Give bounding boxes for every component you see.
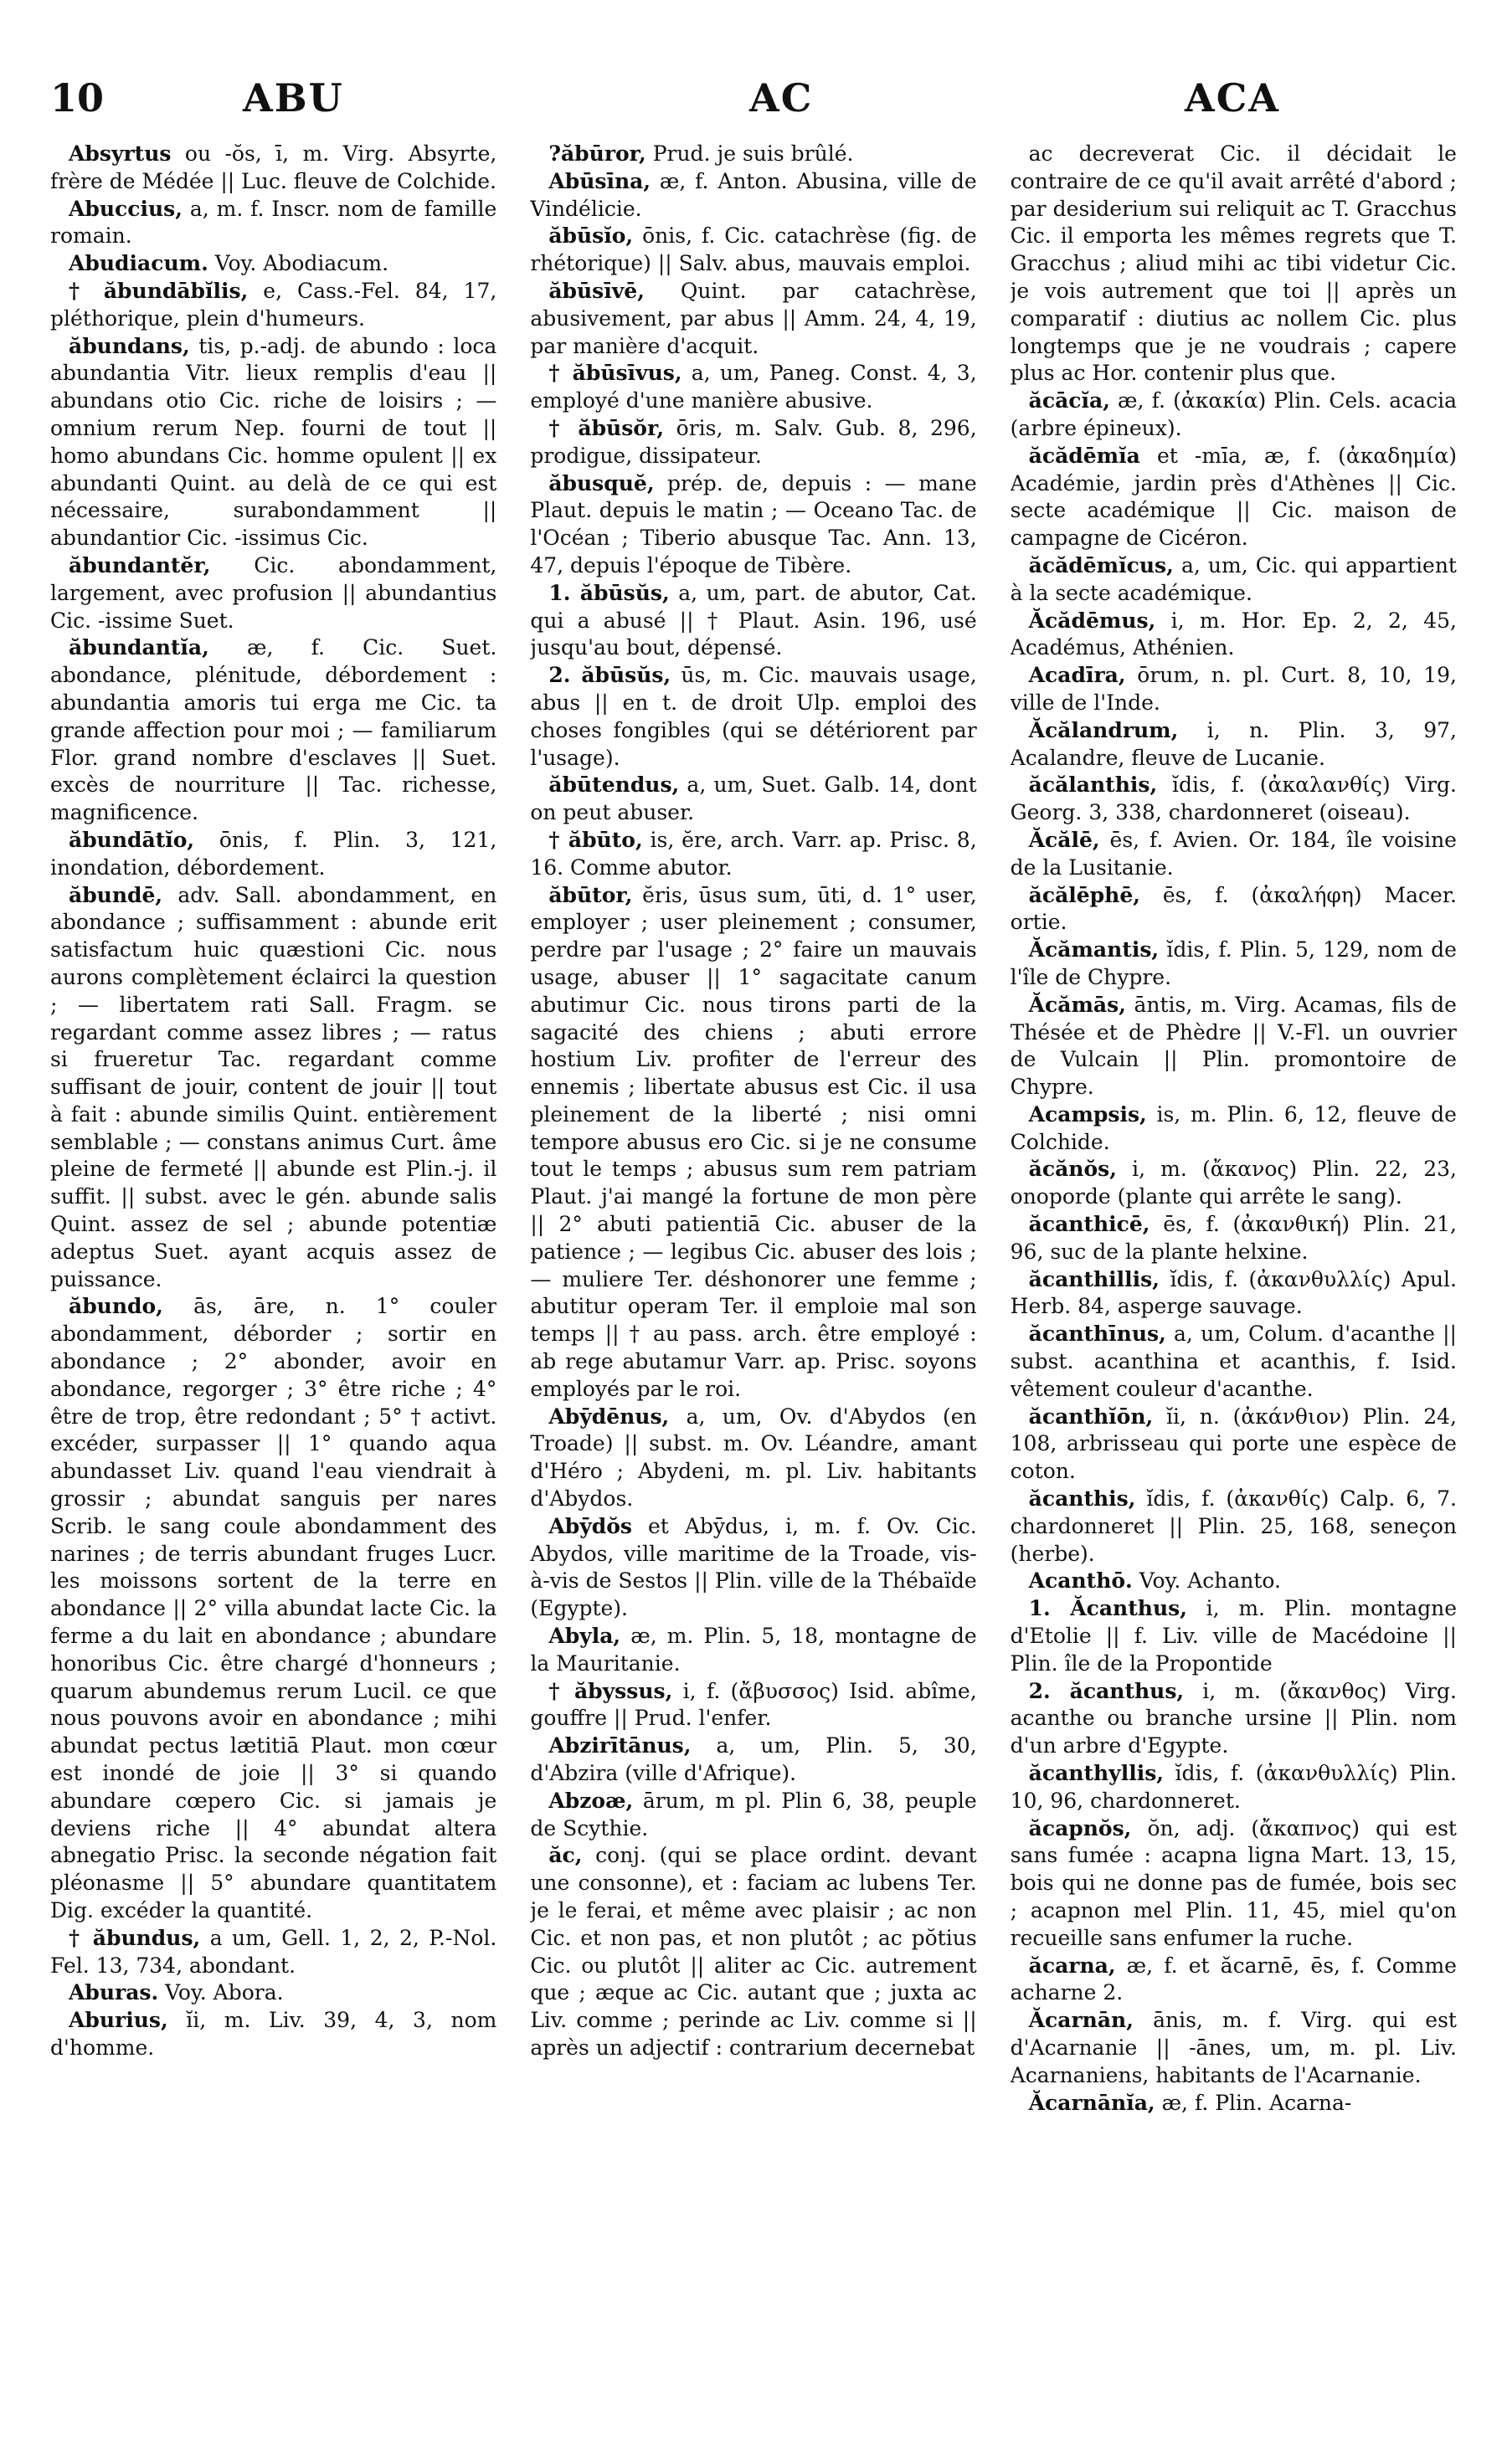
entry-text: ānis, m. f. Virg. qui est d'Acarnanie || -ānes, um, m. pl. Liv. Acarnaniens, habitants de l'Acarnanie. [1010,2008,1457,2087]
entry-text: ŏn, adj. (ἄκαπνος) qui est sans fumée : acapna ligna Mart. 13, 15, bois qui ne donne pas de fumée, bois sec ; acapnon mel Plin. 11, 45, miel qu'on recueille sans enfumer la ruche. [1010,1815,1457,1950]
entry-text: conj. (qui se place ordint. devant une consonne), et : faciam ac lubens Ter. je le ferai, et même avec plaisir ; ac non Cic. et non pas, et non plutôt ; ac pŏtius Cic. ou plutôt || aliter ac Cic. autrement que ; æque ac Cic. autant que ; juxta ac Liv. comme ; perinde ac Liv. comme si || après un adjectif : contrarium decernebat [530,1843,977,2060]
entry-text: ĭdis, f. (ἀκανθίς) Calp. 6, 7. chardonneret || Plin. 25, 168, seneçon (herbe). [1010,1486,1457,1566]
entry-headword: ăcălanthis, [1028,773,1158,798]
dictionary-entry [50,250,496,278]
entry-headword: 2. ăcanthus, [1028,1678,1185,1703]
entry-headword: Abȳdŏs [548,1513,632,1538]
dictionary-entry [530,580,976,662]
entry-text: i, f. (ἄβυσσος) Isid. abîme, gouffre || Prud. l'enfer. [530,1678,977,1731]
entry-text: æ, f. et ăcarnē, ēs, f. Comme acharne 2. [1010,1953,1457,2005]
dictionary-entry [50,141,496,196]
entry-text: a, um, Plin. 5, 30, d'Abzira (ville d'Afrique). [530,1733,977,1786]
entry-text: i, n. Plin. 3, 97, Acalandre, fleuve de Lucanie. [1010,717,1457,770]
entry-headword: ăcarna, [1028,1953,1116,1978]
dictionary-entry [1011,1568,1457,1595]
entry-headword: ăcanthillis, [1028,1266,1160,1291]
dictionary-entry [1011,1321,1457,1403]
center-guide-word: AC [749,75,814,121]
entry-headword: 1. ăbūsŭs, [548,580,670,605]
entry-text: prép. de, depuis : — mane Plaut. depuis le matin ; — Oceano Tac. de l'Océan ; Tiberio abusque Tac. Ann. 13, 47, depuis l'époque de Tibère. [530,470,977,578]
dictionary-entry [1011,1815,1457,1953]
entry-headword: Aburius, [69,2008,168,2033]
entry-headword: ăbūsĭo, [548,223,634,249]
entry-text: tis, p.-adj. de abundo : loca abundantia Vitr. lieux remplis d'eau || abundans otio Cic. riche de loisirs ; — omnium rerum Nep. fourni de tout || homo abundans Cic. homme opulent || ex abundanti Quint. au delà de ce qui est nécessaire, surabondamment || abundantior Cic. -issimus Cic. [50,333,497,551]
entry-text: æ, f. (ἀκακία) Plin. Cels. acacia (arbre épineux). [1010,388,1457,440]
entry-headword: ăbundē, [69,882,163,907]
dictionary-entry [50,278,496,333]
columns [50,141,1457,2434]
dictionary-entry [530,470,976,580]
dictionary-entry [1011,662,1457,717]
dictionary-entry [1011,2007,1457,2089]
dictionary-entry [1011,772,1457,827]
dictionary-entry [530,141,976,168]
entry-text: ac decreverat Cic. il décidait le contraire de ce qu'il avait arrêté d'abord ; par desiderium sui reliquit ac T. Gracchus Cic. il emporta les mêmes regrets que T. Gracchus ; aliud mihi ac tibi videtur Cic. je vois autrement que toi || après un comparatif : diutius ac nollem Cic. plus longtemps que je ne voudrais ; capere plus ac Hor. contenir plus que. [1010,141,1457,386]
entry-headword: Ăcădēmus, [1028,608,1156,633]
entry-text: ēs, f. Avien. Or. 184, île voisine de la Lusitanie. [1010,827,1457,880]
entry-text: Voy. Abodiacum. [214,251,389,276]
entry-text: a, um, Paneg. Const. 4, 3, employé d'une manière abusive. [530,361,977,413]
entry-headword: ăcanthicē, [1028,1212,1150,1237]
dictionary-entry [1011,1266,1457,1322]
entry-text: ĭdis, f. Plin. 5, 129, nom de l'île de Chypre. [1010,937,1457,989]
entry-text: Cic. abondamment, largement, avec profusion || abundantius Cic. -issime Suet. [50,552,497,633]
entry-text: ēs, f. (ἀκαλήφη) Macer. ortie. [1010,882,1457,935]
entry-text: ĭdis, f. (ἀκανθυλλίς) Plin. 10, 96, chardonneret. [1010,1761,1457,1813]
dictionary-entry [50,196,496,251]
entry-headword: ăcanthyllis, [1028,1761,1164,1786]
entry-text: is, m. Plin. 6, 12, fleuve de Colchide. [1010,1101,1457,1154]
entry-headword: ?ăbūror, [548,141,646,166]
dictionary-entry [530,278,976,360]
dictionary-entry [530,360,976,415]
entry-headword: Acampsis, [1028,1101,1147,1127]
entry-text: a, um, part. de abutor, Cat. qui a abusé || † Plaut. Asin. 196, usé jusqu'au bout, dépensé. [530,580,977,660]
entry-text: ōnis, f. Plin. 3, 121, inondation, débordement. [50,827,497,880]
dictionary-entry [1011,827,1457,882]
entry-headword: Abuccius, [69,196,183,221]
entry-headword: Ăcămantis, [1028,937,1160,963]
entry-headword: Acadīra, [1028,663,1126,688]
dictionary-entry [530,827,976,882]
entry-text: Quint. par catachrèse, abusivement, par abus || Amm. 24, 4, 19, par manière d'acquit. [530,278,977,358]
entry-text: a um, Gell. 1, 2, 2, P.-Nol. Fel. 13, 734, abondant. [50,1925,497,1978]
entry-text: a, um, Colum. d'acanthe || subst. acanthina et acanthis, f. Isid. vêtement couleur d'acanthe. [1010,1322,1457,1401]
entry-headword: ăcanthis, [1028,1486,1136,1512]
entry-headword: ăbūtor, [548,882,633,907]
dictionary-entry [1011,992,1457,1101]
entry-text: æ, m. Plin. 5, 18, montagne de la Mauritanie. [530,1624,977,1676]
dictionary-entry [50,634,496,827]
dictionary-entry [50,333,496,552]
entry-text: ĭi, m. Liv. 39, 4, 3, nom d'homme. [50,2008,497,2060]
entry-headword: ăbūtendus, [548,773,680,798]
entry-headword: Ăcălē, [1028,827,1100,852]
entry-text: adv. Sall. abondamment, en abondance ; suffisamment : abunde erit satisfactum huic quæstioni Cic. nous aurons complètement éclairci la question ; — libertatem rati Sall. Fragm. se regardant comme assez libres ; — ratus si frueretur Tac. regardant comme suffisant de jouir, content de jouir || tout à fait : abunde similis Quint. entièrement semblable ; — constans animus Curt. âme pleine de fermeté || abunde est Plin.-j. il suffit. || subst. avec le gén. abunde salis Quint. assez de sel ; abunde potentiæ adeptus Suet. ayant acquis assez de puissance. [50,882,497,1291]
entry-headword: ăcapnŏs, [1028,1815,1132,1840]
entry-headword: † ăbundus, [69,1925,201,1950]
column-middle [530,141,976,2434]
dictionary-entry [50,1925,496,1980]
dictionary-entry [1011,937,1457,992]
entry-text: i, m. (ἄκανος) Plin. 22, 23, onoporde (plante qui arrête le sang). [1010,1157,1457,1209]
dictionary-entry [530,1623,976,1678]
dictionary-entry [1011,141,1457,388]
entry-headword: Abyla, [548,1624,621,1649]
dictionary-entry [530,168,976,223]
column-left [50,141,496,2434]
entry-text: æ, f. Cic. Suet. abondance, plénitude, débordement : abundantia amoris tui erga me Cic. ta grande affection pour moi ; — familiarum Flor. grand nombre d'esclaves || Suet. excès de nourriture || Tac. richesse, magnificence. [50,635,497,825]
entry-text: Prud. je suis brûlé. [652,141,854,166]
dictionary-entry [530,1513,976,1623]
entry-text: a, m. f. Inscr. nom de famille romain. [50,196,497,249]
dictionary-entry [50,882,496,1294]
dictionary-entry [1011,1760,1457,1815]
dictionary-entry [50,1293,496,1924]
dictionary-entry [1011,552,1457,608]
entry-headword: Ăcălandrum, [1028,717,1179,742]
entry-text: ās, āre, n. 1° couler abondamment, déborder ; sortir en abondance ; 2° abonder, avoir en abondance, regorger ; 3° être riche ; 4° être de trop, être redondant ; 5° † activt. excéder, surpasser || 1° quando aqua abundasset Liv. quand l'eau viendrait à grossir ; abundat sanguis per nares Scrib. le sang coule abondamment des narines ; de terris abundant fruges Lucr. les moissons sortent de la terre en abondance || 2° villa abundat lacte Cic. la ferme a du lait en abondance ; abundare honoribus Cic. être chargé d'honneurs ; quarum abundemus rerum Lucil. ce que nous pouvons avoir en abondance ; mihi abundat pectus lætitiā Plaut. mon cœur est inondé de joie || 3° si quando abundare cœpero Cic. si jamais je deviens riche || 4° abundat altera abnegatio Prisc. la seconde négation fait pléonasme || 5° abundare quantitatem Dig. excéder la quantité. [50,1294,497,1922]
entry-text: Voy. Achanto. [1139,1568,1281,1594]
dictionary-entry [1011,443,1457,552]
entry-headword: † ăbūto, [548,827,643,852]
dictionary-entry [530,1842,976,2061]
entry-headword: Abūsīna, [548,168,651,193]
entry-text: i, m. Hor. Ep. 2, 2, 45, Académus, Athénien. [1010,608,1457,660]
entry-text: ĭdis, f. (ἀκαλανθίς) Virg. Georg. 3, 338, chardonneret (oiseau). [1010,773,1457,825]
entry-headword: Aburas. [69,1980,159,2005]
left-guide-word: ABU [243,75,344,121]
dictionary-entry [50,2007,496,2062]
dictionary-entry [1011,1211,1457,1266]
entry-headword: ăbūsīvē, [548,278,645,303]
entry-headword: ăbundantĭa, [69,635,209,660]
entry-headword: ăbundans, [69,333,190,358]
entry-headword: ăcanthĭōn, [1028,1404,1154,1429]
entry-headword: ăbusquĕ, [548,470,655,495]
dictionary-entry [1011,608,1457,663]
entry-headword: ăcănŏs, [1028,1157,1117,1182]
entry-headword: ăcălēphē, [1028,882,1140,907]
entry-text: ēs, f. (ἀκανθική) Plin. 21, 96, suc de la plante helxine. [1010,1212,1457,1264]
entry-text: ōris, m. Salv. Gub. 8, 296, prodigue, dissipateur. [530,415,977,468]
entry-text: ĭi, n. (ἀκάνθιον) Plin. 24, 108, arbrisseau qui porte une espèce de coton. [1010,1404,1457,1484]
entry-headword: Abȳdēnus, [548,1404,670,1429]
dictionary-entry [50,1979,496,2007]
entry-text: Voy. Abora. [165,1980,284,2005]
entry-text: a, um, Ov. d'Abydos (en Troade) || subst. m. Ov. Léandre, amant d'Héro ; Abydeni, m. pl. Liv. habitants d'Abydos. [530,1404,977,1512]
dictionary-entry [1011,717,1457,773]
entry-text: ĭdis, f. (ἀκανθυλλίς) Apul. Herb. 84, asperge sauvage. [1010,1266,1457,1319]
entry-headword: 1. Ăcanthus, [1028,1596,1187,1621]
entry-headword: Absyrtus [69,141,172,166]
entry-text: i, m. (ἄκανθος) Virg. acanthe ou branche ursine || Plin. nom d'un arbre d'Egypte. [1010,1678,1457,1758]
entry-headword: Abzoæ, [548,1788,634,1813]
dictionary-entry [1011,1953,1457,2008]
dictionary-entry [1011,1678,1457,1760]
entry-text: is, ĕre, arch. Varr. ap. Prisc. 8, 16. Comme abutor. [530,827,977,880]
entry-headword: ăbundantĕr, [69,552,211,578]
entry-text: et -mīa, æ, f. (ἀκαδημία) Académie, jardin près d'Athènes || Cic. secte académique || Cic. maison de campagne de Cicéron. [1010,443,1457,551]
dictionary-entry [1011,1595,1457,1677]
right-guide-word: ACA [1185,75,1280,121]
entry-text: a, um, Suet. Galb. 14, dont on peut abuser. [530,773,977,825]
dictionary-entry [530,882,976,1404]
entry-text: i, m. Plin. montagne d'Etolie || f. Liv. ville de Macédoine || Plin. île de la Propontide [1010,1596,1457,1676]
entry-text: a, um, Cic. qui appartient à la secte académique. [1010,552,1457,605]
entry-headword: ăcanthīnus, [1028,1322,1166,1347]
dictionary-entry [50,827,496,882]
entry-headword: 2. ăbūsŭs, [548,663,671,688]
entry-headword: ăcācĭa, [1028,388,1110,413]
dictionary-entry [530,662,976,772]
entry-headword: Abudiacum. [69,251,208,276]
entry-headword: Ăcămās, [1028,992,1126,1017]
entry-text: et Abȳdus, i, m. f. Ov. Cic. Abydos, ville maritime de la Troade, vis-à-vis de Sestos || Plin. ville de la Thébaïde (Egypte). [530,1513,977,1621]
dictionary-entry [1011,1156,1457,1211]
page-number: 10 [50,75,105,121]
dictionary-entry [530,772,976,827]
entry-text: āntis, m. Virg. Acamas, fils de Thésée et de Phèdre || V.-Fl. un ouvrier de Vulcain || Plin. promontoire de Chypre. [1010,992,1457,1100]
entry-text: ōrum, n. pl. Curt. 8, 10, 19, ville de l'Inde. [1010,663,1457,715]
entry-text: æ, f. Plin. Acarna- [1161,2090,1352,2115]
dictionary-entry [50,552,496,634]
entry-headword: ăcădēmĭcus, [1028,552,1174,578]
dictionary-entry [1011,1404,1457,1486]
dictionary-entry [530,415,976,470]
dictionary-entry [530,1788,976,1843]
entry-headword: Ăcarnān, [1028,2008,1134,2033]
entry-headword: Acanthō. [1028,1568,1133,1594]
page-header [50,75,1457,126]
dictionary-entry [530,1404,976,1513]
entry-headword: ăc, [548,1843,583,1868]
entry-headword: ăbundātĭo, [69,827,195,852]
entry-headword: Ăcarnānĭa, [1028,2090,1155,2115]
entry-text: ōnis, f. Cic. catachrèse (fig. de rhétorique) || Salv. abus, mauvais emploi. [530,223,977,276]
entry-headword: ăbundo, [69,1294,163,1319]
dictionary-entry [530,1678,976,1733]
dictionary-entry [1011,1101,1457,1157]
dictionary-entry [530,223,976,278]
entry-headword: † ăbūsŏr, [548,415,665,440]
dictionary-entry [1011,2090,1457,2118]
entry-headword: † ăbūsīvus, [548,361,682,386]
entry-headword: † ăbundābĭlis, [69,278,249,303]
entry-headword: ăcădēmĭa [1028,443,1140,468]
entry-text: ārum, m pl. Plin 6, 38, peuple de Scythie. [530,1788,977,1840]
column-right [1011,141,1457,2434]
entry-text: æ, f. Anton. Abusina, ville de Vindélicie. [530,168,977,221]
entry-text: e, Cass.-Fel. 84, 17, pléthorique, plein d'humeurs. [50,278,497,331]
entry-headword: † ăbyssus, [548,1678,673,1703]
entry-headword: Abzirītānus, [548,1733,692,1758]
entry-text: ĕris, ūsus sum, ūti, d. 1° user, employer ; user pleinement ; consumer, perdre par l'usage ; 2° faire un mauvais usage, abuser || 1° sagacitate canum abutimur Cic. nous tirons parti de la sagacité des chiens ; abuti errore hostium Liv. profiter de l'erreur des ennemis ; libertate abusus est Cic. il usa pleinement de la liberté ; nisi omni tempore abusus ero Cic. si je ne consume tout le temps ; abusus sum rem patriam Plaut. j'ai mangé la fortune de mon père || 2° abuti patientiā Cic. abuser de la patience ; — legibus Cic. abuser des lois ; — muliere Ter. déshonorer une femme ; abutitur operam Ter. il emploie mal son temps || † au pass. arch. être employé : ab rege abutamur Varr. ap. Prisc. soyons employés par le roi. [530,882,977,1401]
entry-text: ou -ŏs, ī, m. Virg. Absyrte, frère de Médée || Luc. fleuve de Colchide. [50,141,497,193]
dictionary-entry [1011,882,1457,937]
dictionary-entry [1011,1486,1457,1568]
entry-text: ūs, m. Cic. mauvais usage, abus || en t. de droit Ulp. emploi des choses fongibles (qui se détériorent par l'usage). [530,663,977,770]
dictionary-entry [530,1732,976,1788]
dictionary-entry [1011,388,1457,443]
